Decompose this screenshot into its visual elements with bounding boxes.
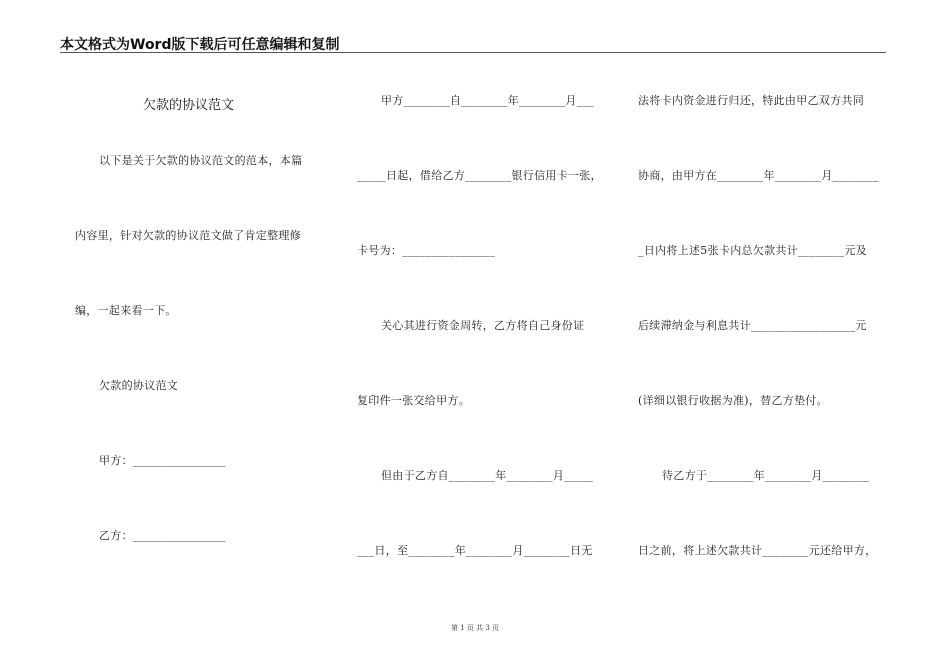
paragraph-line: 待乙方于________年________月________ xyxy=(662,469,869,482)
paragraph-line: 协商，由甲方在________年________月________ xyxy=(638,169,879,182)
paragraph-line: _日内将上述5张卡内总欠款共计________元及 xyxy=(638,244,867,257)
paragraph-line: 以下是关于欠款的协议范文的范本，本篇 xyxy=(99,154,303,167)
header-title: 本文格式为Word版下载后可任意编辑和复制 xyxy=(60,37,340,53)
party-b-line: 乙方：________________ xyxy=(99,529,226,542)
party-a-line: 甲方：________________ xyxy=(99,454,226,467)
paragraph-line: 内容里，针对欠款的协议范文做了肯定整理修 xyxy=(75,229,301,242)
paragraph-line: 后续滞纳金与利息共计__________________元 xyxy=(638,319,867,332)
paragraph-line: _____日起，借给乙方________银行信用卡一张， xyxy=(357,169,602,182)
paragraph-line: 但由于乙方自________年________月_____ xyxy=(381,469,594,482)
paragraph-line: 欠款的协议范文 xyxy=(99,379,179,392)
paragraph-line: 卡号为：________________ xyxy=(357,244,495,257)
paragraph-line: 关心其进行资金周转，乙方将自己身份证 xyxy=(381,319,585,332)
column-2 xyxy=(357,0,607,672)
column-3 xyxy=(638,0,888,672)
paragraph-line: 甲方________自________年________月___ xyxy=(381,94,595,107)
column-1 xyxy=(75,0,325,672)
page-footer: 第 1 页 共 3 页 xyxy=(450,624,500,632)
paragraph-line: 日之前，将上述欠款共计________元还给甲方， xyxy=(638,544,877,557)
paragraph-line: (详细以银行收据为准)，替乙方垫付。 xyxy=(638,394,828,407)
paragraph-line: 编，一起来看一下。 xyxy=(75,304,177,317)
paragraph-line: 复印件一张交给甲方。 xyxy=(357,394,470,407)
document-title: 欠款的协议范文 xyxy=(143,98,235,113)
paragraph-line: ___日，至________年________月________日无 xyxy=(357,544,593,557)
paragraph-line: 法将卡内资金进行归还，特此由甲乙双方共同 xyxy=(638,94,864,107)
